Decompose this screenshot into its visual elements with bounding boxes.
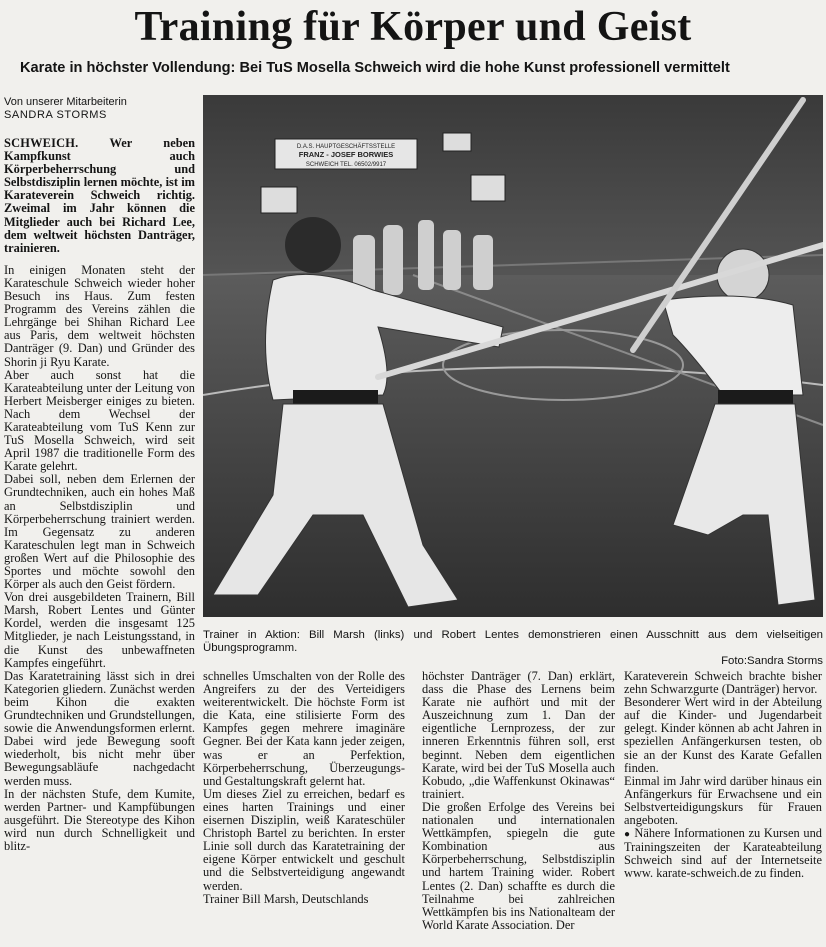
photo-credit: Foto:Sandra Storms (721, 655, 823, 668)
subheadline: Karate in höchster Vollendung: Bei TuS Mosella Schweich wird die hohe Kunst professionell vermittelt (20, 60, 730, 76)
body-paragraph: Um dieses Ziel zu erreichen, bedarf es eines harten Trainings und einer eisernen Disziplin, weiß Karateschüler Christoph Bartel zu berichten. In erster Linie soll durch das Karatetraining der eigene Körper entwickelt und geschult und die Selbstverteidigung angewandt werden. (203, 786, 405, 893)
small-sign (443, 133, 471, 151)
basketball-board-left (261, 187, 297, 213)
body-paragraph: Die großen Erfolge des Vereins bei nationalen und internationalen Wettkämpfen, spiegeln die gute Kombination aus Körperbeherrschung, Selbstdisziplin und hartem Training wider. Robert Lentes (2. Dan) schaffte es durch die Teilnahme bei zahlreichen Wettkämpfen bis ins Nationalteam der World Karate Association. Der (422, 799, 615, 932)
headline: Training für Körper und Geist (134, 4, 692, 50)
bullet-icon: ● (624, 829, 631, 841)
body-paragraph: Besonderer Wert wird in der Abteilung auf die Kinder- und Jugendarbeit gelegt. Kinder können ab acht Jahren in speziellen Anfängerkursen testen, ob sie an der Kunst des Karate Gefallen finden. (624, 695, 822, 775)
karate-photo (203, 95, 823, 617)
body-paragraph: Einmal im Jahr wird darüber hinaus ein Anfängerkurs für Erwachsene und ein Selbstverteidigungskurs für Frauen angeboten. (624, 773, 822, 828)
dateline: SCHWEICH. (4, 136, 79, 150)
body-paragraph: Dabei soll, neben dem Erlernen der Grundtechniken, auch ein hohes Maß an Selbstdisziplin und Körperbeherrschung trainiert werden. Im Gegensatz zu anderen Karateschulen legt man in Schweich großen Wert auf die Philosophie des Sportes und möchte sowohl den Körper als auch den Geist fördern. (4, 472, 195, 592)
body-paragraph: Von drei ausgebildeten Trainern, Bill Marsh, Robert Lentes und Günter Kordel, werden die insgesamt 125 Mitglieder, je nach Leistungsstand, in die Kunst des unbewaffneten Kampfes eingeführt. (4, 590, 195, 670)
byline-author: SANDRA STORMS (4, 109, 107, 121)
article-column-3 (422, 670, 615, 932)
article-column-2 (203, 670, 405, 906)
article-column-1 (4, 137, 195, 853)
body-paragraph: Das Karatetraining lässt sich in drei Kategorien gliedern. Zunächst werden beim Kihon die exakten Grundtechniken und Grundstellungen, sowie die Anwendungsformen erlernt. Dabei wird jede Bewegung sooft wiederholt, bis nicht mehr über Bewegungsabläufe nachgedacht werden muss. (4, 668, 195, 788)
body-paragraph: Aber auch sonst hat die Karateabteilung unter der Leitung von Herbert Meisberger einiges zu bieten. Nach dem Wechsel der Karateabteilung vom TuS Kenn zur TuS Mosella Schweich, wird seit April 1987 die traditionelle Form des Karate gelehrt. (4, 367, 195, 474)
lead-text: Wer neben Kampfkunst auch Körperbeherrschung und Selbstdisziplin lernen möchte, ist im Karateverein Schweich richtig. Zweimal im Jahr können die Mitglieder auch bei Richard Lee, dem weltweit höchsten Danträger, trainieren. (4, 136, 195, 255)
body-paragraph: höchster Danträger (7. Dan) erklärt, dass die Phase des Lernens beim Karate nie aufhört und mit der Auszeichnung zum 1. Dan der eigentliche Lernprozess, der zur inneren Erkenntnis führen soll, erst beginnt. Neben dem eigentlichen Karate, wird bei der TuS Mosella auch Kobudo, „die Waffenkunst Okinawas“ trainiert. (422, 669, 615, 801)
article-photo (203, 95, 823, 617)
body-paragraph: In der nächsten Stufe, dem Kumite, werden Partner- und Kampfübungen ausgeführt. Die Stereotype des Kihon wird nun durch Schnelligkeit und blitz- (4, 786, 195, 853)
body-paragraph: Karateverein Schweich brachte bisher zehn Schwarzgurte (Danträger) hervor. (624, 669, 822, 697)
banner-line-1: D.A.S. HAUPTGESCHÄFTSSTELLE (296, 144, 396, 150)
body-paragraph: Trainer Bill Marsh, Deutschlands (203, 891, 369, 906)
byline-label: Von unserer Mitarbeiterin (4, 96, 127, 108)
article-column-4 (624, 670, 822, 881)
banner-line-2: FRANZ - JOSEF BORWIES (298, 150, 394, 159)
info-text: Nähere Informationen zu Kursen und Trainingszeiten der Karateabteilung Schweich sind auf der Internetseite www. karate-schweich.de zu finden. (624, 826, 822, 881)
photo-caption (203, 629, 823, 669)
info-box (624, 827, 822, 880)
banner-line-3: SCHWEICH TEL. 06502/9917 (305, 162, 387, 168)
sponsor-banner (275, 139, 417, 169)
body-paragraph: In einigen Monaten steht der Karateschule Schweich wieder hoher Besuch ins Haus. Zum festen Programm des Vereins zählen die Lehrgänge bei Shihan Richard Lee aus Paris, dem weltweit höchsten Danträger (9. Dan) und Gründer des Shorin ji Ryu Karate. (4, 262, 195, 369)
basketball-board-right (471, 175, 505, 201)
byline (4, 96, 127, 122)
body-paragraph: schnelles Umschalten von der Rolle des Angreifers zu der des Verteidigers weiterentwickelt. Die höchste Form ist die Kata, eine stilisierte Form des Kampfes gegen mehrere imaginäre Gegner. Bei der Kata kann jeder zeigen, was er an Perfektion, Körperbeherrschung, Überzeugungs- und Gestaltungskraft gelernt hat. (203, 669, 405, 788)
caption-text: Trainer in Aktion: Bill Marsh (links) und Robert Lentes demonstrieren einen Ausschnitt aus dem vielseitigen Übungsprogramm. (203, 629, 823, 655)
lead-paragraph (4, 137, 195, 255)
